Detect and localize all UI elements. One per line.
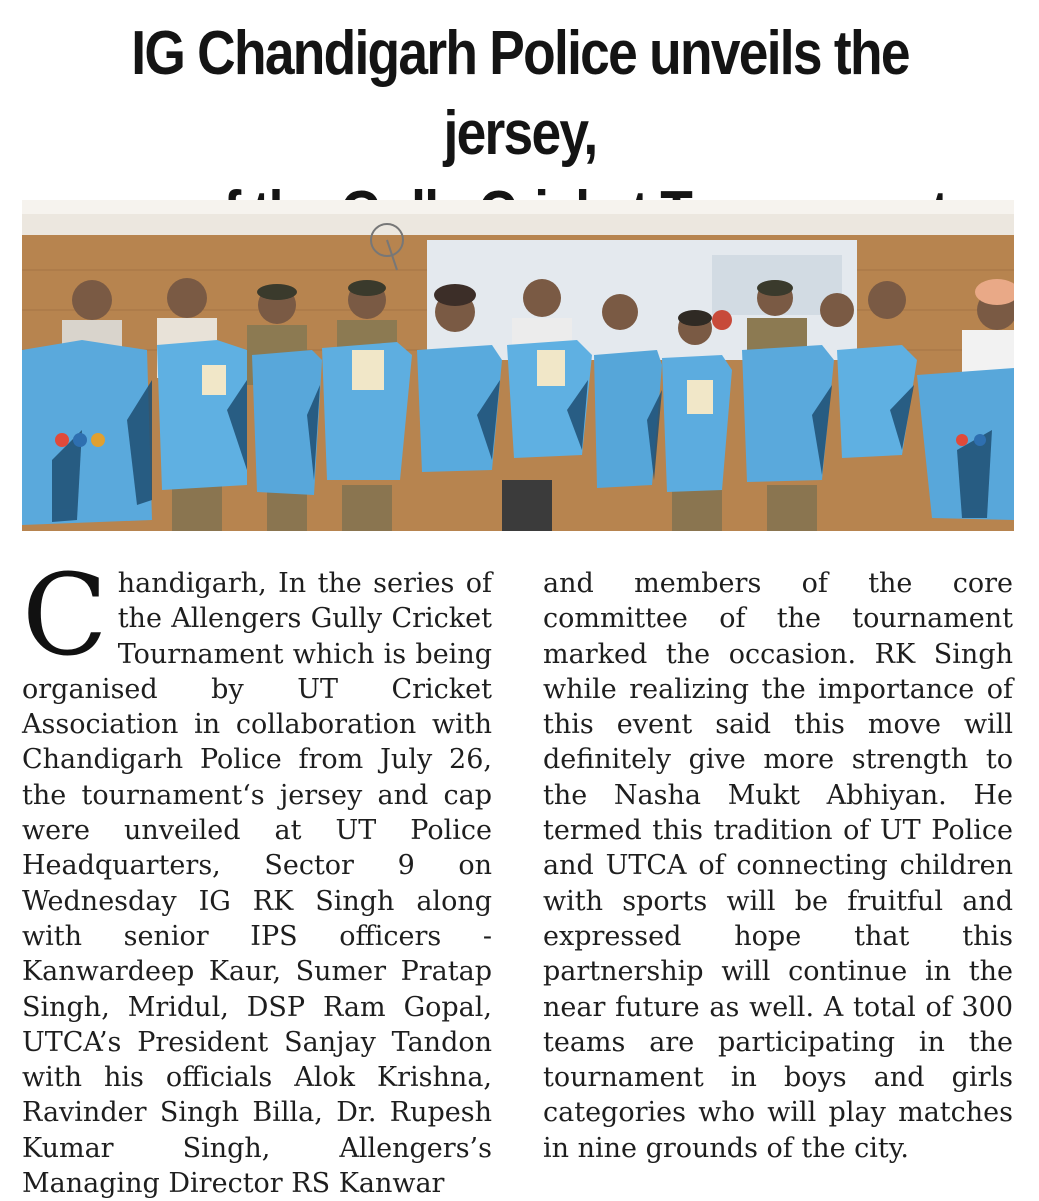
- article-column-left: [22, 551, 492, 1201]
- group-photo-illustration: [22, 200, 1014, 531]
- headline-line-1: IG Chandigarh Police unveils the jersey,: [131, 19, 909, 168]
- article-paragraph-2: and members of the core committee of the tournament marked the occasion. RK Singh while realizing the importance of this event said this move will definitely give more strength to the Nasha Mukt Abhiyan. He termed this tradition of UT Police and UTCA of connecting children with sports will be fruitful and expressed hope that this partnership will continue in the near future as well. A total of 300 teams are participating in the tournament in boys and girls categories who will play matches in nine grounds of the city.: [543, 568, 1013, 1164]
- drop-cap: C: [22, 551, 108, 681]
- article-column-right: [543, 566, 1013, 1166]
- news-photo: [22, 200, 1014, 531]
- article-paragraph-1: handigarh, In the series of the Allengers Gully Cricket Tournament which is being organised by UT Cricket Association in collaboration with Chandigarh Police from July 26, the tournament‘s jersey and cap were unveiled at UT Police Headquarters, Sector 9 on Wednesday IG RK Singh along with senior IPS officers - Kanwardeep Kaur, Sumer Pratap Singh, Mridul, DSP Ram Gopal, UTCA’s President Sanjay Tandon with his officials Alok Krishna, Ravinder Singh Billa, Dr. Rupesh Kumar Singh, Allengers’s Managing Director RS Kanwar: [22, 568, 492, 1200]
